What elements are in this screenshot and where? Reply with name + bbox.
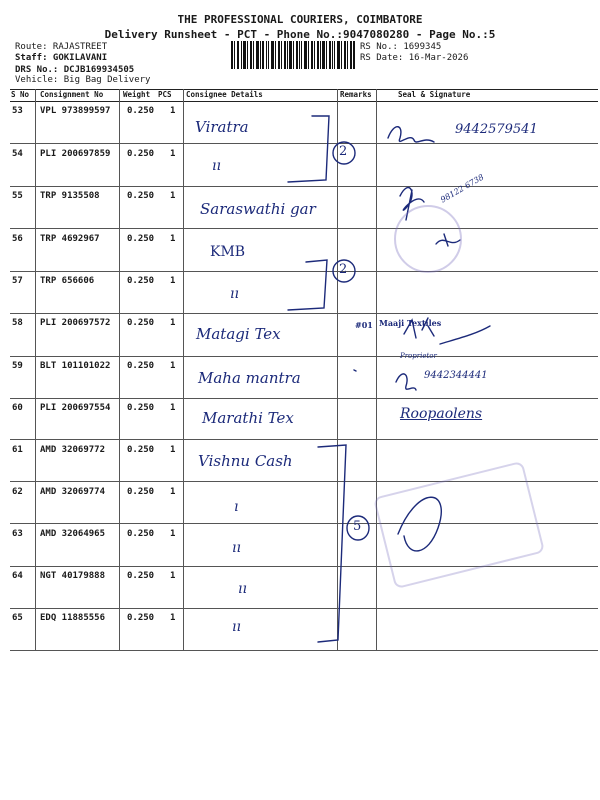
column-divider: [119, 89, 120, 651]
header-pcs: PCS: [158, 90, 172, 99]
row-consignment: TRP 656606: [40, 276, 95, 286]
row-pcs: 1: [170, 403, 176, 413]
consignee-handwriting: Saraswathi gar: [200, 200, 316, 218]
consignee-handwriting: ı: [234, 499, 239, 515]
bracket-mark: [288, 116, 329, 182]
vehicle-label: Vehicle: Big Bag Delivery: [15, 75, 151, 85]
row-sno: 65: [12, 613, 23, 623]
staff-label: Staff: GOKILAVANI: [15, 53, 108, 63]
row-pcs: 1: [170, 487, 176, 497]
header-remarks: Remarks: [340, 90, 372, 99]
row-weight: 0.250: [127, 276, 155, 286]
count-number: 5: [353, 519, 362, 534]
row-consignment: TRP 4692967: [40, 234, 100, 244]
column-divider: [35, 89, 36, 651]
bracket-mark: [318, 445, 346, 642]
count-number: 2: [339, 144, 348, 159]
row-pcs: 1: [170, 191, 176, 201]
row-consignment: BLT 101101022: [40, 361, 111, 371]
drs-number: DRS No.: DCJB169934505: [15, 65, 135, 75]
row-sno: 53: [12, 106, 23, 116]
row-sno: 59: [12, 361, 23, 371]
rs-date: RS Date: 16-Mar-2026: [360, 53, 469, 63]
row-pcs: 1: [170, 318, 176, 328]
row-weight: 0.250: [127, 445, 155, 455]
signature-phone: 98122 6738: [438, 172, 486, 205]
row-weight: 0.250: [127, 318, 155, 328]
row-divider: [10, 439, 598, 440]
consignee-handwriting: KMB: [210, 244, 246, 260]
row-consignment: PLI 200697554: [40, 403, 111, 413]
table-header-rule: [10, 101, 598, 102]
header-sno: S No: [11, 90, 30, 99]
signature-scribble: [440, 326, 490, 344]
row-pcs: 1: [170, 234, 176, 244]
count-number: 2: [339, 262, 348, 277]
row-sno: 61: [12, 445, 23, 455]
proprietor-stamp: Proprietor: [400, 352, 437, 360]
dot-mark: [354, 370, 356, 371]
row-divider: [10, 356, 598, 357]
row-weight: 0.250: [127, 361, 155, 371]
row-sno: 56: [12, 234, 23, 244]
row-consignment: AMD 32069774: [40, 487, 106, 497]
consignee-handwriting: ıı: [232, 619, 241, 635]
row-consignment: PLI 200697859: [40, 149, 111, 159]
row-weight: 0.250: [127, 234, 155, 244]
consignee-handwriting: Maha mantra: [198, 369, 301, 387]
row-sno: 58: [12, 318, 23, 328]
header-seal-signature: Seal & Signature: [398, 90, 471, 99]
row-pcs: 1: [170, 445, 176, 455]
consignee-handwriting: ıı: [212, 158, 221, 174]
consignee-handwriting: ıı: [232, 540, 241, 556]
row-weight: 0.250: [127, 149, 155, 159]
remark-code: #01: [355, 320, 373, 330]
row-pcs: 1: [170, 613, 176, 623]
signature-phone: 9442344441: [424, 370, 488, 381]
row-divider: [10, 608, 598, 609]
row-sno: 63: [12, 529, 23, 539]
row-weight: 0.250: [127, 106, 155, 116]
consignee-handwriting: Matagi Tex: [196, 325, 281, 343]
company-title: THE PROFESSIONAL COURIERS, COIMBATORE: [177, 13, 423, 26]
row-consignment: VPL 973899597: [40, 106, 111, 116]
row-weight: 0.250: [127, 487, 155, 497]
consignee-handwriting: ıı: [230, 286, 239, 302]
row-sno: 57: [12, 276, 23, 286]
table-bottom-rule: [10, 650, 598, 651]
row-consignment: PLI 200697572: [40, 318, 111, 328]
signature-scribble: [388, 127, 434, 142]
row-sno: 55: [12, 191, 23, 201]
row-consignment: AMD 32064965: [40, 529, 106, 539]
row-consignment: TRP 9135508: [40, 191, 100, 201]
signature-phone: 9442579541: [455, 122, 538, 137]
bracket-mark: [288, 260, 327, 310]
column-divider: [376, 89, 377, 651]
row-pcs: 1: [170, 276, 176, 286]
row-sno: 62: [12, 487, 23, 497]
row-divider: [10, 228, 598, 229]
row-consignment: EDQ 11885556: [40, 613, 106, 623]
signature-scribble: [396, 374, 416, 390]
signature: Roopaolens: [400, 406, 483, 422]
row-pcs: 1: [170, 529, 176, 539]
consignee-handwriting: Vishnu Cash: [198, 452, 293, 470]
row-weight: 0.250: [127, 571, 155, 581]
row-divider: [10, 143, 598, 144]
row-pcs: 1: [170, 571, 176, 581]
row-weight: 0.250: [127, 613, 155, 623]
company-seal: [394, 205, 462, 273]
row-divider: [10, 186, 598, 187]
row-weight: 0.250: [127, 403, 155, 413]
row-weight: 0.250: [127, 191, 155, 201]
header-consignee: Consignee Details: [186, 90, 263, 99]
route-label: Route: RAJASTREET: [15, 42, 108, 52]
consignee-handwriting: Viratra: [195, 118, 249, 136]
row-sno: 54: [12, 149, 23, 159]
row-sno: 64: [12, 571, 23, 581]
consignee-handwriting: ıı: [238, 581, 247, 597]
row-divider: [10, 271, 598, 272]
barcode: [231, 41, 355, 69]
runsheet-subtitle: Delivery Runsheet - PCT - Phone No.:9047080280 - Page No.:5: [104, 28, 496, 41]
row-weight: 0.250: [127, 529, 155, 539]
row-pcs: 1: [170, 106, 176, 116]
column-divider: [183, 89, 184, 651]
column-divider: [337, 89, 338, 651]
header-weight: Weight: [123, 90, 151, 99]
rs-number: RS No.: 1699345: [360, 42, 442, 52]
consignee-handwriting: Marathi Tex: [202, 409, 294, 427]
row-divider: [10, 313, 598, 314]
row-consignment: NGT 40179888: [40, 571, 106, 581]
header-consignment: Consignment No: [40, 90, 104, 99]
row-pcs: 1: [170, 361, 176, 371]
company-stamp: Maaji Textiles: [379, 318, 442, 328]
row-divider: [10, 398, 598, 399]
row-sno: 60: [12, 403, 23, 413]
row-pcs: 1: [170, 149, 176, 159]
row-divider: [10, 566, 598, 567]
row-consignment: AMD 32069772: [40, 445, 106, 455]
